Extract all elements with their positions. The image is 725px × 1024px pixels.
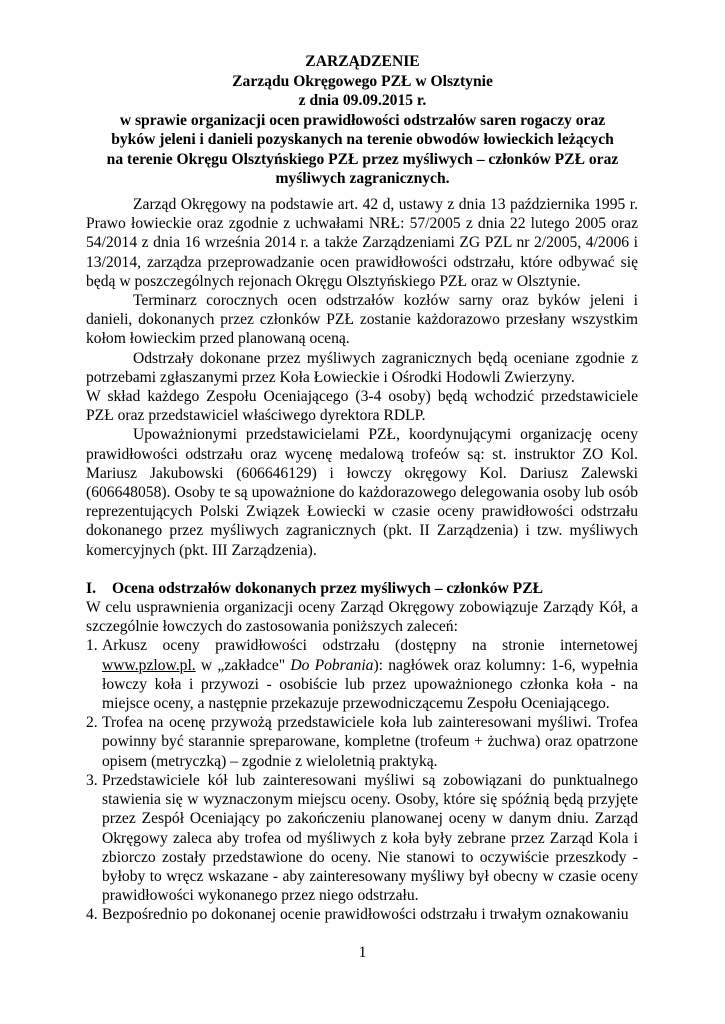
header-title: ZARZĄDZENIE — [305, 53, 420, 70]
list-item-number: 3. — [86, 771, 98, 789]
list-item-text — [102, 636, 638, 713]
paragraph: Upoważnionymi przedstawicielami PZŁ, koordynującymi organizację oceny prawidłowości odstrzału oraz wycenę medalową trofeów są: st. instruktor ZO Kol. Mariusz Jakubowski (606646129) i łowczy okręgowy Kol. Dariusz Zalewski (606648058). Osoby te są upoważnione do każdorazowego delegowania osoby lub osób reprezentujących Polski Związek Łowiecki w czasie oceny prawidłowości odstrzału dokonanego przez myśliwych zagranicznych (pkt. II Zarządzenia) i tzw. myśliwych komercyjnych (pkt. III Zarządzenia). — [86, 426, 638, 559]
paragraph: Odstrzały dokonane przez myśliwych zagranicznych będą oceniane zgodnie z potrzebami zgłaszanymi przez Koła Łowieckie i Ośrodki Hodowli Zwierzyny. — [86, 349, 638, 386]
section-intro: W celu usprawnienia organizacji oceny Zarząd Okręgowy zobowiązuje Zarządy Kół, a szczególnie łowczych do zastosowania poniższych zaleceń: — [86, 599, 638, 636]
list-item-number: 2. — [86, 714, 98, 732]
list-item — [86, 905, 638, 924]
list-item-text-part: w „zakładce" — [195, 656, 291, 674]
header-subject-line: byków jeleni i danieli pozyskanych na terenie obwodów łowieckich leżących — [111, 131, 614, 148]
list-item — [86, 771, 638, 905]
paragraph: Terminarz corocznych ocen odstrzałów kozłów sarny oraz byków jeleni i danieli, dokonanych przez członków PZŁ zostanie każdorazowo przesłany wszystkim kołom łowieckim przed planowaną oceną. — [86, 292, 638, 348]
download-tab-name: Do Pobrania — [290, 656, 374, 674]
header-issuer: Zarządu Okręgowego PZŁ w Olsztynie — [232, 72, 493, 90]
header-date: z dnia 09.09.2015 r. — [298, 92, 427, 109]
list-item — [86, 636, 638, 713]
document-header — [0, 52, 725, 189]
header-subject-line: na terenie Okręgu Olsztyńskiego PZŁ przez myśliwych – członków PZŁ oraz — [106, 150, 619, 168]
header-subject-line: w sprawie organizacji ocen prawidłowości odstrzałów saren rogaczy oraz — [119, 111, 606, 129]
list-item-number: 1. — [86, 637, 98, 655]
section-title: Ocena odstrzałów dokonanych przez myśliwych – członków PZŁ — [112, 579, 543, 597]
section-heading — [86, 579, 638, 598]
list-item-text-part: ): nagłówek oraz kolumny: 1-6, wypełnia łowczy koła i przywozi - osobiście lub przez upoważnionego członka koła - na miejsce oceny, a następnie przekazuje przewodniczącemu Zespołu Oceniającego. — [102, 656, 638, 713]
header-subject-line: myśliwych zagranicznych. — [275, 170, 450, 187]
section-number: I. — [86, 579, 96, 597]
list-item-text: Przedstawiciele kół lub zainteresowani myśliwi są zobowiązani do punktualnego stawienia się w wyznaczonym miejscu oceny. Osoby, które się spóźnią będą przyjęte przez Zespół Oceniający po zakończeniu planowanej oceny w danym dniu. Zarząd Okręgowy zaleca aby trofea od myśliwych z koła były zebrane przez Zarząd Kola i zbiorczo zostały przedstawione do oceny. Nie stanowi to oczywiście przeszkody - byłoby to wręcz wskazane - aby zainteresowany myśliwy był obecny w czasie oceny prawidłowości wykonanego przez niego odstrzału. — [102, 771, 638, 905]
page-number: 1 — [358, 944, 367, 961]
paragraph: Zarząd Okręgowy na podstawie art. 42 d, ustawy z dnia 13 października 1995 r. Prawo łowieckie oraz zgodnie z uchwałami NRŁ: 57/2005 z dnia 22 lutego 2005 oraz 54/2014 z dnia 16 września 2014 r. a także Zarządzeniami ZG PZL nr 2/2005, 4/2006 i 13/2014, zarządza przeprowadzanie ocen prawidłowości odstrzału, które odbywać się będą w poszczególnych rejonach Okręgu Olsztyńskiego PZŁ oraz w Olsztynie. — [86, 196, 638, 290]
pzlow-link[interactable]: www.pzlow.pl. — [102, 656, 196, 674]
list-item-number: 4. — [86, 906, 98, 924]
list-item — [86, 713, 638, 771]
list-item-text: Bezpośrednio po dokonanej ocenie prawidłowości odstrzału i trwałym oznakowaniu — [102, 906, 629, 924]
list-item-text-part: Arkusz oceny prawidłowości odstrzału (dostępny na stronie internetowej — [102, 637, 638, 655]
paragraph: W skład każdego Zespołu Oceniającego (3-4 osoby) będą wchodzić przedstawiciele PZŁ oraz przedstawiciel właściwego dyrektora RDLP. — [86, 388, 638, 425]
document-body — [86, 195, 638, 925]
list-item-text: Trofea na ocenę przywożą przedstawiciele koła lub zainteresowani myśliwi. Trofea powinny być starannie spreparowane, kompletne (trofeum + żuchwa) oraz opatrzone opisem (metryczką) – zgodnie z wieloletnią praktyką. — [102, 714, 638, 770]
